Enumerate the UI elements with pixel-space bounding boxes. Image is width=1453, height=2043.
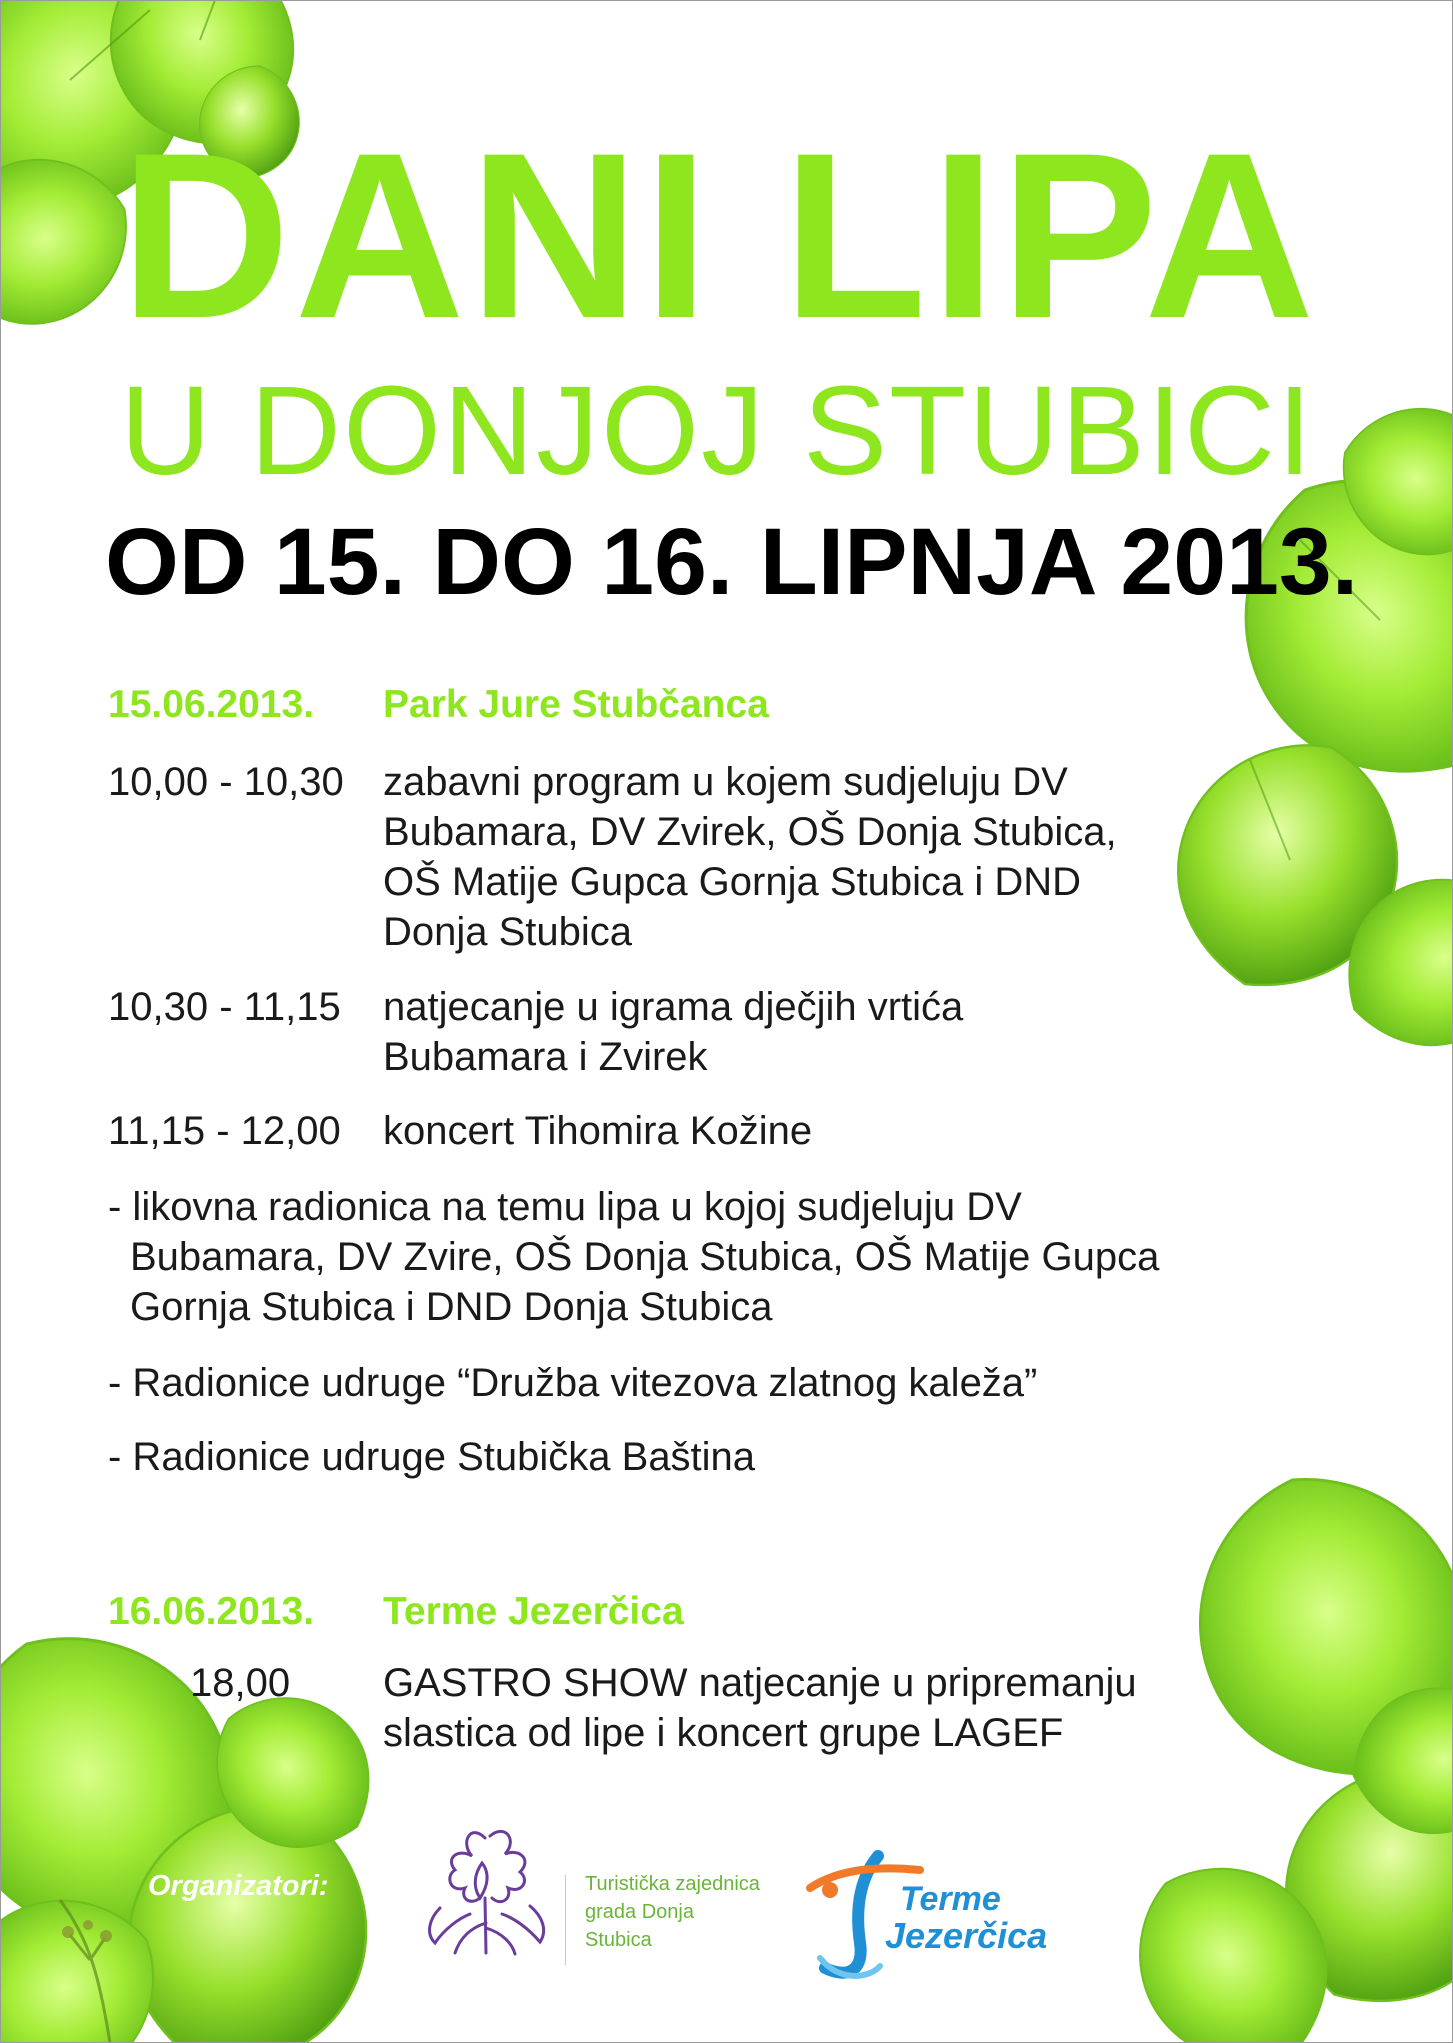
event-text-line: Donja Stubica: [383, 910, 633, 954]
terme-logo-line1: Terme: [900, 1880, 1001, 1918]
event-time: 11,15 - 12,00: [108, 1109, 341, 1153]
day1-location: Park Jure Stubčanca: [383, 683, 769, 726]
bullet-text-line: Gornja Stubica i DND Donja Stubica: [130, 1285, 773, 1329]
bullet-text-line: - likovna radionica na temu lipa u kojoj sudjeluju DV: [108, 1185, 1022, 1229]
day2-location: Terme Jezerčica: [383, 1590, 684, 1633]
event-text-line: zabavni program u kojem sudjeluju DV: [383, 760, 1068, 804]
tz-caption-line: Stubica: [585, 1929, 652, 1951]
day1-date: 15.06.2013.: [108, 683, 315, 726]
bullet-text-line: - Radionice udruge Stubička Baština: [108, 1435, 756, 1479]
event-time: 10,00 - 10,30: [108, 760, 344, 804]
organizers-label: Organizatori:: [148, 1870, 329, 1902]
event-text-line: GASTRO SHOW natjecanje u pripremanju: [383, 1661, 1137, 1705]
day2-date: 16.06.2013.: [108, 1590, 315, 1633]
event-text-line: natjecanje u igrama dječjih vrtića: [383, 985, 964, 1029]
event-text-line: OŠ Matije Gupca Gornja Stubica i DND: [383, 860, 1082, 904]
event-time: 10,30 - 11,15: [108, 985, 341, 1029]
terme-logo-line2: Jezerčica: [885, 1915, 1048, 1956]
poster-subtitle: U DONJOJ STUBICI: [120, 360, 1315, 501]
terme-jezercica-logo: [800, 1848, 1060, 1988]
event-text-line: Bubamara, DV Zvirek, OŠ Donja Stubica,: [383, 810, 1117, 854]
event-text-line: koncert Tihomira Kožine: [383, 1109, 813, 1153]
tz-caption-line: Turistička zajednica: [585, 1873, 760, 1895]
iris-logo: [410, 1818, 560, 1958]
logo-divider: [565, 1875, 566, 1965]
tz-caption-line: grada Donja: [585, 1901, 694, 1923]
event-text-line: slastica od lipe i koncert grupe LAGEF: [383, 1711, 1064, 1755]
bullet-text-line: Bubamara, DV Zvire, OŠ Donja Stubica, OŠ Matije Gupca: [130, 1235, 1160, 1279]
poster-dates: OD 15. DO 16. LIPNJA 2013.: [105, 509, 1359, 615]
event-time: 18,00: [190, 1661, 291, 1705]
tz-caption: [585, 1870, 785, 1954]
event-text-line: Bubamara i Zvirek: [383, 1035, 708, 1079]
poster-title: DANI LIPA: [120, 104, 1319, 368]
bullet-text-line: - Radionice udruge “Družba vitezova zlatnog kaleža”: [108, 1361, 1038, 1405]
